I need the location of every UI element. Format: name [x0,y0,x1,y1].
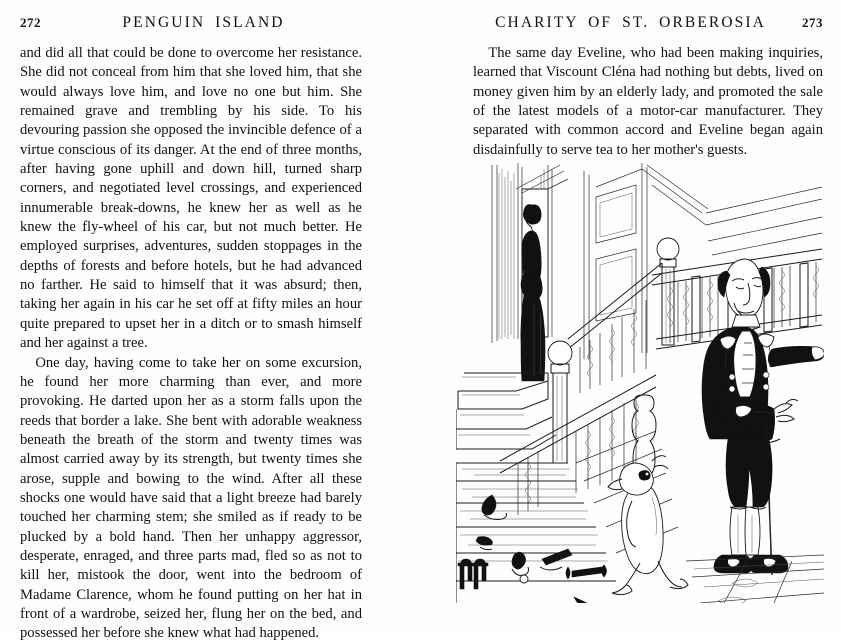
paragraph: The same day Eveline, who had been making inquiries, learned that Viscount Cléna had nothing but debts, lived on money given him by an elderly lady, and promoted the sale of the latest models of a motor-car manufacturer. They separated with common accord and Eveline began again disdainfully to serve tea to her mother's guests. [473,45,823,158]
right-page [420,0,841,631]
penguin-figure [608,456,688,595]
paragraph: and did all that could be done to overcome her resistance. She did not conceal from him that she loved him, that she would always love him, and love no one but him. She remained grave and trembling by his side. To his devouring passion she opposed the invincible defence of a virtue conscious of its danger. At the end of three months, after having gone uphill and down hill, turned sharp corners, and negotiated level crossings, and experienced innumerable break-downs, he knew her as well as he knew the fly-wheel of his car, but not much better. He employed surprises, adventures, sudden stoppages in the depths of forests and before hotels, but he had advanced no farther. He said to himself that it was absurd; then, taking her again in his car he set off at fifty miles an hour quite prepared to upset her in a ditch or to smash himself and her against a tree. [20,45,362,352]
staircase-illustration [456,163,824,603]
left-page-running-head [20,14,362,44]
right-page-title: CHARITY OF ST. ORBEROSIA [495,14,766,31]
left-page [0,0,420,642]
right-page-running-head [473,14,823,44]
left-page-textblock [20,44,362,644]
paragraph: One day, having come to take her on some excursion, he found her more charming than ever, and more provoking. He darted upon her as a storm falls upon the reeds that border a lake. She bent with adorable weakness beneath the breath of the storm and twenty times was almost carried away by its strength, but twenty times she arose, supple and bowing to the wind. After all these shocks one would have said that a light breeze had barely touched her charming stem; she smiled as if ready to be plucked by a bold hand. Then her unhappy aggressor, desperate, enraged, and three parts mad, fled so as not to kill her, mistook the door, went into the bedroom of Madame Clarence, whom he found putting on her hat in front of a wardrobe, seized her, flung her on the bed, and possessed her before she knew what had happened. [20,354,362,642]
artist-monogram [458,559,488,589]
right-page-folio: 273 [802,15,823,30]
left-page-title: PENGUIN ISLAND [122,14,285,31]
right-page-textblock [473,44,823,160]
footman-figure [702,259,824,575]
left-page-folio: 272 [20,15,41,30]
